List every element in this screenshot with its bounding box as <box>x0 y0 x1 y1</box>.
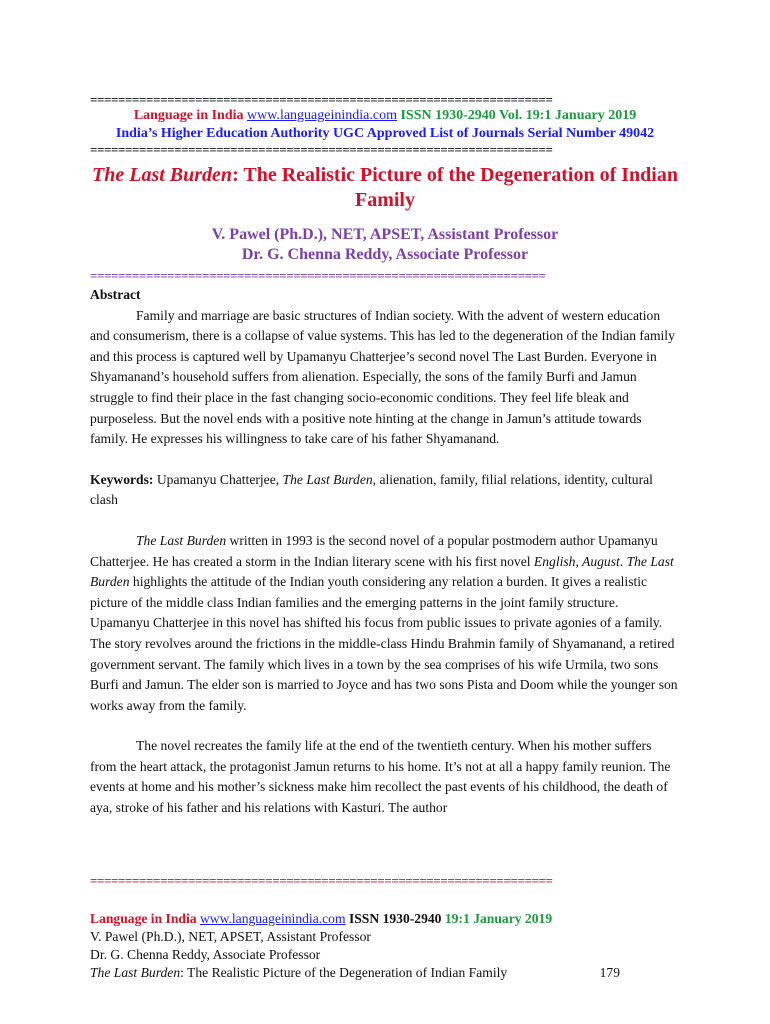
journal-header <box>90 107 680 125</box>
title-italic: The Last Burden <box>92 164 233 186</box>
paragraph-2: The novel recreates the family life at the end of the twentieth century. When his mother suffers from the heart attack, the protagonist Jamun returns to his home. It’s not at all a happy family reunion. The events at home and his mother’s sickness make him recollect the past events of his childhood, the death of aya, stroke of his father and his relations with Kasturi. The author <box>90 738 671 816</box>
abstract-heading: Abstract <box>90 287 141 302</box>
keywords-text-b: alienation, family, filial relations, identity, cultural clash <box>90 471 653 508</box>
page-footer <box>90 874 680 982</box>
abstract-text: Family and marriage are basic structures of Indian society. With the advent of western education and consumerism, there is a collapse of value systems. This has led to the degeneration of the Indian family and this process is captured well by Upamanyu Chatterjee’s second novel The Last Burden. Everyone in Shyamanand’s household suffers from alienation. Especially, the sons of the family Burfi and Jamun struggle to find their place in the fast changing socio-economic conditions. They feel life bleak and purposeless. But the novel ends with a positive note hinting at the change in Jamun’s attitude towards family. He expresses his willingness to take care of his father Shyamanand. <box>90 307 675 447</box>
footer-journal-line <box>90 910 680 928</box>
footer-url-link[interactable]: www.languageinindia.com <box>199 911 346 926</box>
page-number: 179 <box>599 965 620 980</box>
article-page <box>90 93 680 819</box>
footer-title-italic: The Last Burden <box>90 965 181 980</box>
ugc-line: India’s Higher Education Authority UGC Approved List of Journals Serial Number 49042 <box>115 126 655 141</box>
keywords-italic: The Last Burden, <box>282 471 377 487</box>
journal-issn: ISSN 1930-2940 Vol. 19:1 January 2019 <box>400 108 637 123</box>
p1-text-c: highlights the attitude of the Indian youth considering any relation a burden. It gives a realistic picture of the middle class Indian families and the emerging patterns in the joint family structure. Upamanyu Chatterjee in this novel has shifted his focus from public issues to private agonies of a family. The story revolves around the frictions in the middle-class Hindu Brahmin family of Shyamanand, a retired government servant. The family which lives in a town by the sea comprises of his wife Urmila, two sons Burfi and Jamun. The elder son is married to Joyce and has two sons Pista and Doom while the younger son works away from the family. <box>90 574 678 713</box>
footer-vol: 19:1 January 2019 <box>444 911 553 926</box>
footer-title-rest: : The Realistic Picture of the Degeneration of Indian Family <box>180 965 508 980</box>
author-1: V. Pawel (Ph.D.), NET, APSET, Assistant Professor <box>211 226 559 243</box>
article-body <box>90 285 680 819</box>
p1-italic-a: The Last Burden <box>136 532 227 548</box>
journal-url-link[interactable]: www.languageinindia.com <box>247 108 397 123</box>
footer-issn: ISSN 1930-2940 <box>348 911 442 926</box>
footer-journal-name: Language in India <box>90 911 197 926</box>
header-rule-bottom: ================================================================== <box>90 143 553 157</box>
header-rule-top: ================================================================== <box>90 93 553 107</box>
footer-author-2: Dr. G. Chenna Reddy, Associate Professor <box>90 947 321 962</box>
p1-text-a: written in 1993 is the second novel of a popular postmodern author Upamanyu Chatterjee. He has created a storm in the Indian literary scene with his first novel <box>90 532 658 569</box>
p1-italic-b: English, August <box>533 553 620 569</box>
footer-title-line <box>90 964 680 982</box>
keywords <box>90 470 680 511</box>
author-rule: ================================================================= <box>90 269 546 283</box>
keywords-label: Keywords: <box>90 471 154 487</box>
article-title <box>90 163 680 213</box>
journal-name: Language in India <box>133 108 244 123</box>
title-rest: : The Realistic Picture of the Degeneration of Indian Family <box>232 164 678 211</box>
author-block <box>90 225 680 265</box>
paragraph-1 <box>90 531 680 716</box>
keywords-text-a: Upamanyu Chatterjee, <box>153 471 283 487</box>
p1-text-b: . <box>619 553 627 569</box>
p1-italic-c: The Last Burden <box>90 553 674 590</box>
footer-rule: ================================================================== <box>90 874 553 888</box>
author-2: Dr. G. Chenna Reddy, Associate Professor <box>241 246 529 263</box>
footer-author-1: V. Pawel (Ph.D.), NET, APSET, Assistant Professor <box>90 929 371 944</box>
